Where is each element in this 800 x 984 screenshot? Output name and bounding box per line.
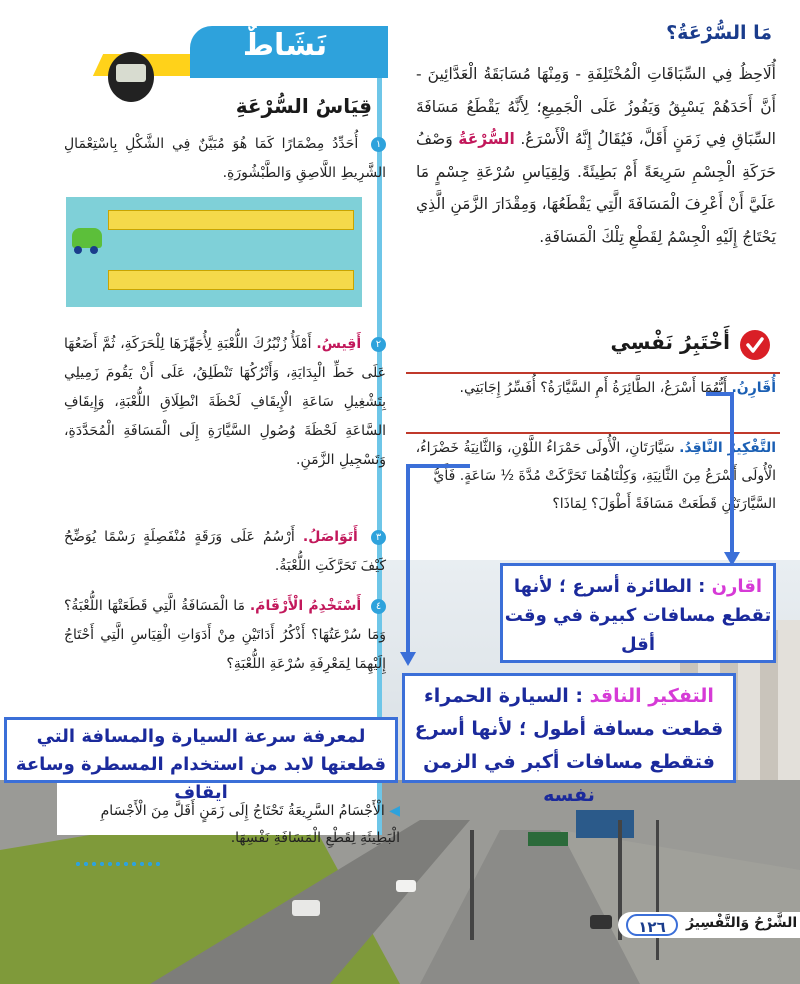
dots-decoration — [74, 860, 160, 868]
wheel-icon — [90, 246, 98, 254]
ruler-top — [108, 210, 354, 230]
answer-critical-prefix: التفكير الناقد — [589, 685, 714, 707]
question-compare-text: أَيُّهُمَا أَسْرَعُ، الطَّائِرَةُ أَمِ السَّيَّارَةُ؟ أُفَسِّرُ إِجَابَتِي. — [459, 380, 727, 396]
activity-step-4 — [64, 592, 386, 679]
intro-text-2: وَصْفُ حَرَكَةِ الْجِسْمِ سَرِيعَةً أَمْ بَطِيئَةً. وَلِقِيَاسِ سُرْعَةِ جِسْمٍ مَا عَلَيَّ أَنْ أَعْرِفَ الْمَسَافَةَ الَّتِي يَقْطَعُهَا، وَمِقْدَارَ الزَّمَنِ الَّذِي يَحْتَاجُ إِلَيْهِ الْجِسْمُ لِقَطْعِ تِلْكَ الْمَسَافَةِ. — [416, 130, 776, 246]
answer-compare-prefix: اقارن — [711, 576, 763, 597]
step-text: أَمْلَأُ زُنْبُرُكَ اللُّعْبَةِ لِأُجَهِّزَهَا لِلْحَرَكَةِ، ثُمَّ أَضَعُهَا عَلَى خَطِّ الْبِدَايَةِ، وَأَتْرُكُهَا تَنْطَلِقُ، عَلَى أَنْ يَقُومَ زَمِيلِي بِتَشْغِيلِ سَاعَةِ الْإِيقَافِ لَحْظَةَ انْطِلَاقِ اللُّعْبَةِ، وَإِيقَافِ السَّاعَةِ لَحْظَةَ وُصُولِ السَّيَّارَةِ إِلَى الْمَسَافَةِ الْمُحَدَّدَةِ، وَتَسْجِيلِ الزَّمَنِ. — [64, 336, 386, 468]
question-compare-key: أُقَارِنُ. — [731, 380, 776, 396]
answer-compare-box — [500, 563, 776, 663]
answer-tools-box — [4, 717, 398, 803]
note-text: الْأَجْسَامُ السَّرِيعَةُ تَحْتَاجُ إِلَى زَمَنٍ أَقَلَّ مِنَ الْأَجْسَامِ الْبَطِيئَةِ لِقَطْعِ الْمَسَافَةِ نَفْسِهَا. — [100, 803, 400, 846]
question-heading: مَا السُّرْعَةُ؟ — [666, 22, 772, 44]
question-critical-text: سَيَّارَتَانِ، الْأُولَى حَمْرَاءُ اللَّوْنِ، وَالثَّانِيَةُ خَضْرَاءُ، الْأُولَى أَسْرَعُ مِنَ الثَّانِيَةِ، وَكِلْتَاهُمَا تَحَرَّكَتْ مُدَّةَ ½ سَاعَةٍ. فَأَيُّ السَّيَّارَتَيْنِ قَطَعَتْ مَسَافَةً أَطْوَلَ؟ لِمَاذَا؟ — [415, 440, 776, 512]
stopwatch-face — [116, 64, 146, 82]
arrow-left-icon: ◀ — [389, 803, 400, 819]
activity-subtitle: قِيَاسُ السُّرْعَةِ — [235, 94, 372, 118]
step-number: ٣ — [371, 530, 386, 545]
step-text: أُحَدِّدُ مِضْمَارًا كَمَا هُوَ مُبَيَّنٌ فِي الشَّكْلِ بِاسْتِعْمَالِ الشَّرِيطِ اللَّاصِقِ وَالطَّبْشُورَةِ. — [64, 136, 386, 181]
answer-critical-text: : السيارة الحمراء قطعت مسافة أطول ؛ لأنها أسرع فتقطع مسافات أكبر في الزمن نفسه — [414, 685, 724, 806]
step-text: مَا الْمَسَافَةُ الَّتِي قَطَعَتْهَا اللُّعْبَةُ؟ وَمَا سُرْعَتُهَا؟ أَذْكُرُ أَدَاتَيْنِ مِنْ أَدَوَاتِ الْقِيَاسِ الَّتِي أَحْتَاجُ إِلَيْهِمَا لِمَعْرِفَةِ سُرْعَةِ اللُّعْبَةِ؟ — [64, 598, 386, 672]
self-test-heading: أَخْتَبِرُ نَفْسِي — [610, 330, 730, 354]
answer-critical-box — [402, 673, 736, 806]
ruler-bottom — [108, 270, 354, 290]
intro-text: أُلَاحِظُ فِي السِّبَاقَاتِ الْمُخْتَلِفَةِ - وَمِنْهَا مُسَابَقَةُ الْعَدَّائِينَ - أَنَّ أَحَدَهُمْ يَسْبِقُ وَيَفُوزُ عَلَى الْجَمِيعِ؛ لِأَنَّهُ يَقْطَعُ مَسَافَةَ السِّبَاقِ فِي زَمَنٍ أَقَلَّ، فَيُقَالُ إِنَّهُ الْأَسْرَعُ. — [416, 65, 776, 148]
page-number: ١٢٦ — [626, 914, 678, 936]
question-critical-key: التَّفْكِيرُ النَّاقِدُ. — [679, 440, 776, 456]
step-text: أَرْسُمُ عَلَى وَرَقَةٍ مُنْفَصِلَةٍ رَسْمًا يُوَضِّحُ كَيْفَ تَحَرَّكَتِ اللُّعْبَةُ. — [64, 529, 386, 574]
answer-tools-text: لمعرفة سرعة السيارة والمسافة التي قطعتها لابد من استخدام المسطرة وساعة ايقاف — [15, 726, 387, 803]
step-number: ٢ — [371, 337, 386, 352]
wheel-icon — [74, 246, 82, 254]
page-section-label: الشَّرْحُ وَالتَّفْسِيرُ — [686, 915, 798, 931]
note-box — [64, 798, 400, 852]
answer-compare-text: : الطائرة أسرع ؛ لأنها تقطع مسافات كبيرة في وقت أقل — [504, 576, 772, 655]
step-number: ١ — [371, 137, 386, 152]
step-key: أَقِيسُ. — [316, 336, 362, 352]
step-number: ٤ — [371, 599, 386, 614]
intro-term: السُّرْعَةُ — [458, 130, 515, 148]
step-key: أَتَوَاصَلُ. — [302, 529, 358, 545]
activity-step-2 — [64, 330, 386, 475]
activity-step-1 — [64, 130, 386, 188]
activity-title: نَشَاطٌ — [242, 28, 328, 63]
activity-step-3 — [64, 523, 386, 581]
toy-car-icon — [72, 228, 102, 248]
step-key: أَسْتَخْدِمُ الْأَرْقَامَ. — [249, 598, 362, 614]
